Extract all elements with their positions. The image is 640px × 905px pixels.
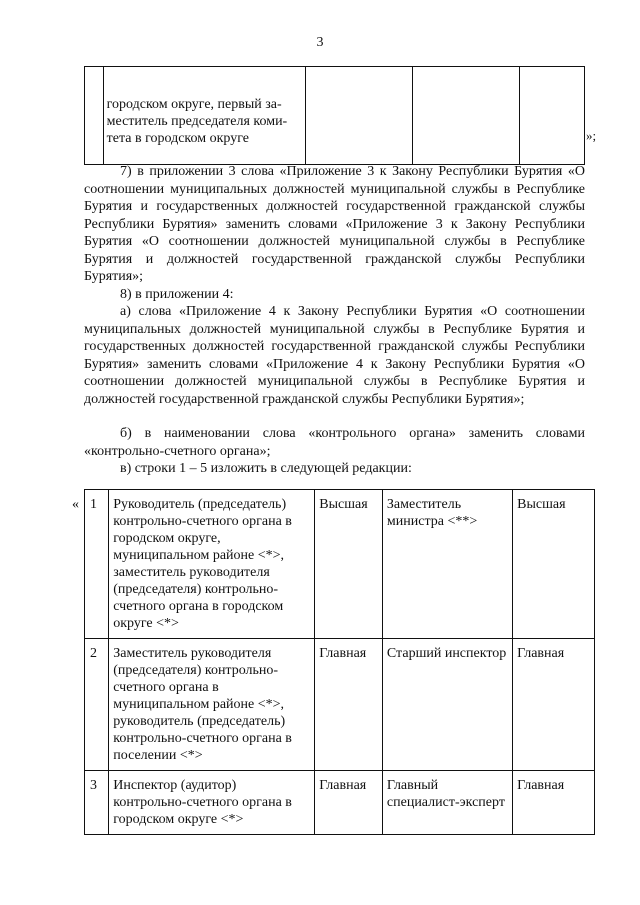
page-number: 3 [316,35,324,50]
state-position: Заместитель министра <**> [382,490,512,639]
paragraph-b: б) в наименовании слова «контрольного органа» заменить словами «контрольно-счетного органа»; [84,426,585,459]
state-position: Старший инспектор [382,639,512,771]
row-number: 1 [85,490,109,639]
table-cell [520,67,585,165]
municipal-position: Заместитель руководителя (председателя) контрольно-счетного органа в муниципальном районе <*>, руководитель (председатель) контрольно-счетного органа в поселении <*> [109,639,315,771]
municipal-position: Инспектор (аудитор) контрольно-счетного органа в городском округе <*> [109,771,315,835]
state-position: Главный специалист-эксперт [382,771,512,835]
cell-text: городском округе, первый за- меститель председателя коми- тета в городском округе [106,97,288,146]
group-municipal: Главная [315,639,383,771]
table-row [85,771,595,835]
paragraph-a: а) слова «Приложение 4 к Закону Республики Бурятия «О соотношении муниципальных должностей муниципальной службы в Республике Бурятия и государственных должностей государственной гражданской службы Республики Бурятия» заменить словами «Приложение 4 к Закону Республики Бурятия «О соотношении должностей муниципальной службы в Республике Бурятия и должностей государственной гражданской службы Республики Бурятия»; [84,304,585,407]
table-row [85,490,595,639]
row-number: 3 [85,771,109,835]
table-cell [306,67,413,165]
main-table [84,489,595,835]
group-state: Главная [513,639,595,771]
closing-quote: »; [586,128,597,143]
top-table-fragment [84,66,585,165]
paragraph-v: в) строки 1 – 5 изложить в следующей редакции: [120,461,412,476]
table-cell [103,67,306,165]
table-cell [413,67,520,165]
paragraph-7: 7) в приложении 3 слова «Приложение 3 к Закону Республики Бурятия «О соотношении муниципальных должностей муниципальной службы в Республике Бурятия и государственных должностей государственной гражданской службы Республики Бурятия» заменить словами «Приложение 3 к Закону Республики Бурятия «О соотношении должностей муниципальной службы в Республике Бурятия и должностей государственной гражданской службы Республики Бурятия»; [84,164,585,284]
group-state: Высшая [513,490,595,639]
table-row [85,639,595,771]
municipal-position: Руководитель (председатель) контрольно-счетного органа в городском округе, муниципальном районе <*>, заместитель руководителя (председателя) контрольно-счетного органа в городском округе <*> [109,490,315,639]
opening-quote: « [72,497,79,512]
row-number: 2 [85,639,109,771]
group-municipal: Главная [315,771,383,835]
group-state: Главная [513,771,595,835]
paragraph-8: 8) в приложении 4: [120,287,234,302]
group-municipal: Высшая [315,490,383,639]
table-cell [85,67,104,165]
